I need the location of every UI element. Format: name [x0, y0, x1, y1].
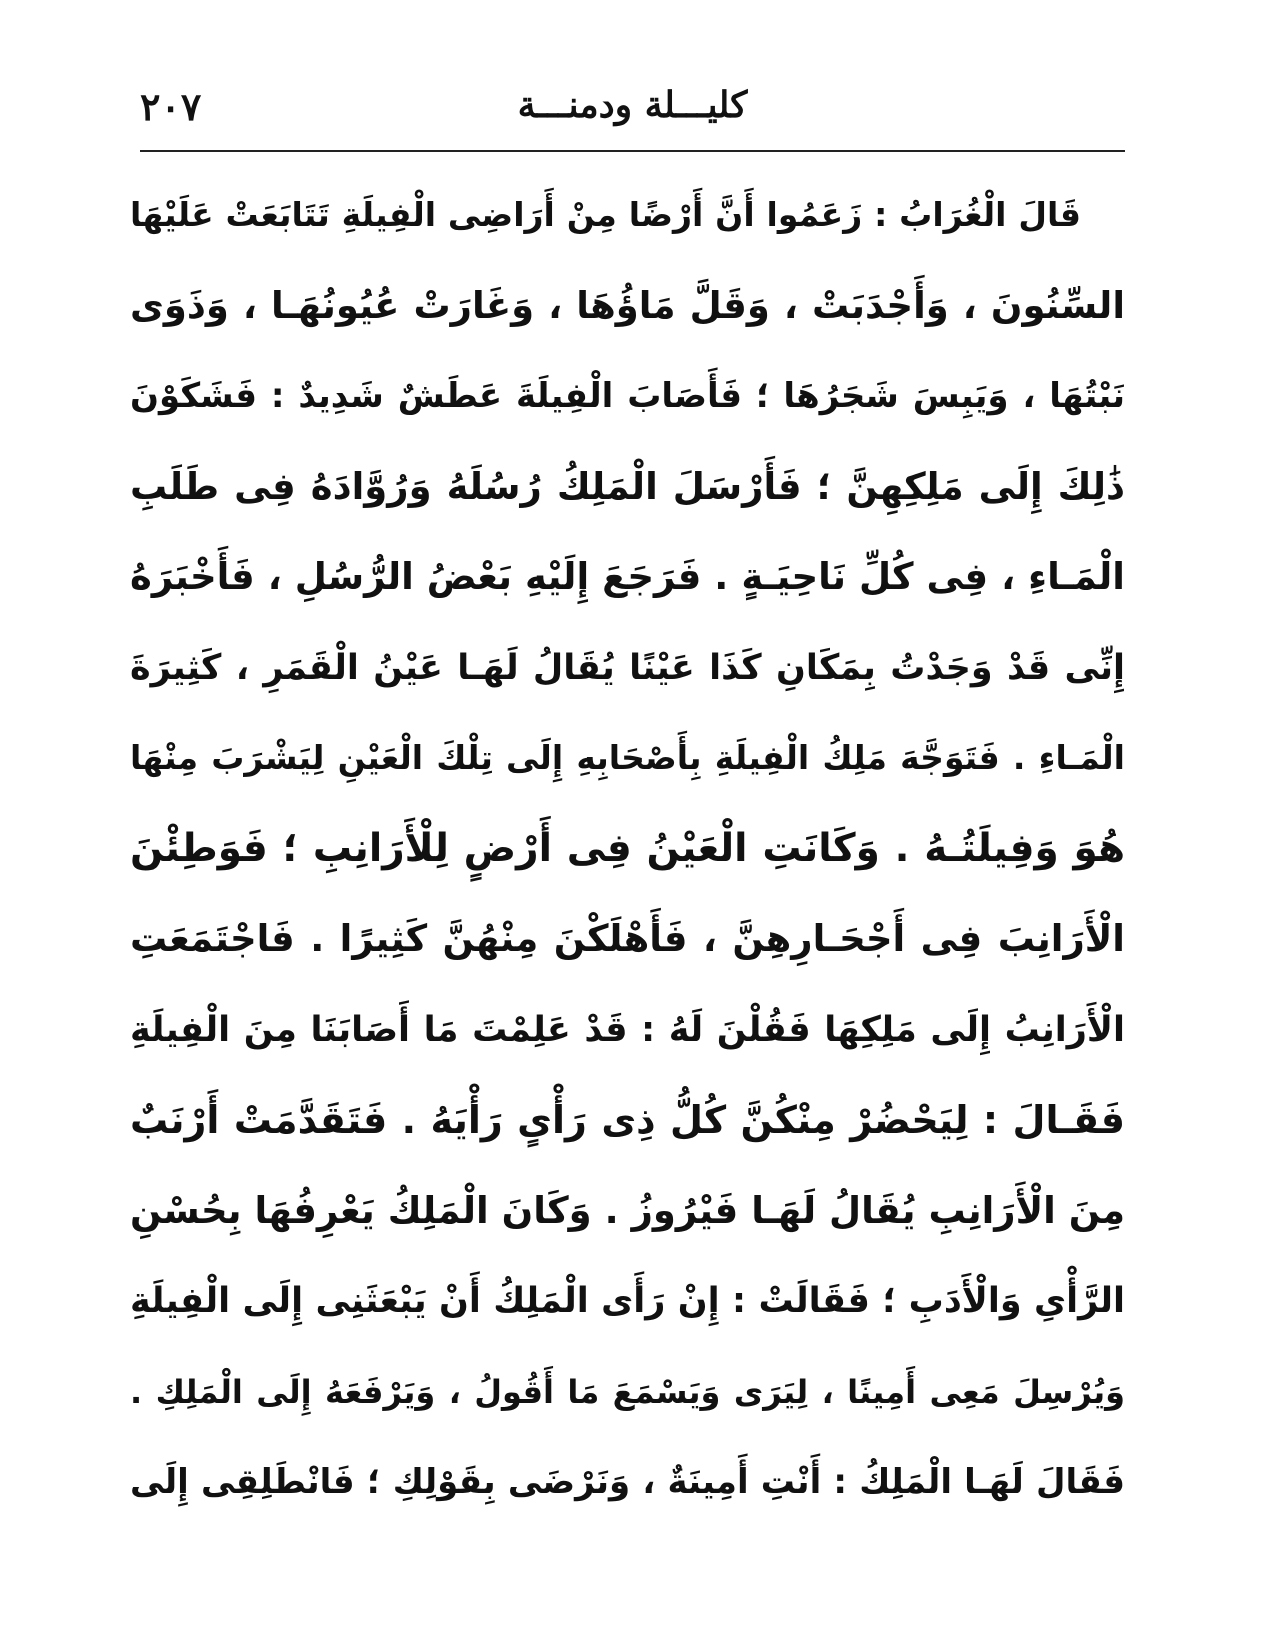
text-line: نَبْتُهَا ، وَيَبِسَ شَجَرُهَا ؛ فَأَصَابَ الْفِيلَةَ عَطَشٌ شَدِيدٌ : فَشَكَوْنَ — [130, 376, 1125, 416]
text-line: هُوَ وَفِيلَتُـهُ . وَكَانَتِ الْعَيْنُ فِى أَرْضٍ لِلْأَرَانِبِ ؛ فَوَطِئْنَ — [130, 825, 1125, 871]
page-header — [140, 84, 1125, 144]
text-line: الْأَرَانِبَ فِى أَجْحَـارِهِنَّ ، فَأَهْلَكْنَ مِنْهُنَّ كَثِيرًا . فَاجْتَمَعَتِ — [130, 917, 1125, 960]
page-number: ٢٠٧ — [140, 84, 202, 129]
running-title: كليـــلة ودمنـــة — [517, 84, 748, 126]
text-line: الْأَرَانِبُ إِلَى مَلِكِهَا فَقُلْنَ لَهُ : قَدْ عَلِمْتَ مَا أَصَابَنَا مِنَ الْفِيلَةِ — [130, 1009, 1125, 1050]
text-line: الرَّأْىِ وَالْأَدَبِ ؛ فَقَالَتْ : إِنْ رَأَى الْمَلِكُ أَنْ يَبْعَثَنِى إِلَى الْفِيلَةِ — [130, 1281, 1125, 1321]
text-line: مِنَ الْأَرَانِبِ يُقَالُ لَهَـا فَيْرُوزُ . وَكَانَ الْمَلِكُ يَعْرِفُهَا بِحُسْنِ — [130, 1188, 1125, 1232]
text-line: قَالَ الْغُرَابُ : زَعَمُوا أَنَّ أَرْضًا مِنْ أَرَاضِى الْفِيلَةِ تَتَابَعَتْ عَلَيْهَا — [130, 195, 1081, 234]
header-divider — [140, 150, 1125, 152]
text-line: وَيُرْسِلَ مَعِى أَمِينًا ، لِيَرَى وَيَسْمَعَ مَا أَقُولُ ، وَيَرْفَعَهُ إِلَى الْمَلِكِ . — [130, 1372, 1125, 1411]
text-line: السِّنُونَ ، وَأَجْدَبَتْ ، وَقَلَّ مَاؤُهَا ، وَغَارَتْ عُيُونُهَـا ، وَذَوَى — [130, 283, 1125, 327]
text-line: الْمَـاءِ ، فِى كُلِّ نَاحِيَـةٍ . فَرَجَعَ إِلَيْهِ بَعْضُ الرُّسُلِ ، فَأَخْبَرَهُ — [130, 555, 1125, 598]
text-line: فَقَالَ لَهَـا الْمَلِكُ : أَنْتِ أَمِينَةٌ ، وَنَرْضَى بِقَوْلِكِ ؛ فَانْطَلِقِى إِلَى — [130, 1462, 1125, 1502]
text-line: إِنِّى قَدْ وَجَدْتُ بِمَكَانِ كَذَا عَيْنًا يُقَالُ لَهَـا عَيْنُ الْقَمَرِ ، كَثِيرَةَ — [130, 647, 1125, 688]
text-line: ذَٰلِكَ إِلَى مَلِكِهِنَّ ؛ فَأَرْسَلَ الْمَلِكُ رُسُلَهُ وَرُوَّادَهُ فِى طَلَبِ — [130, 464, 1125, 508]
body-text — [130, 170, 1125, 1528]
text-line: الْمَـاءِ . فَتَوَجَّهَ مَلِكُ الْفِيلَةِ بِأَصْحَابِهِ إِلَى تِلْكَ الْعَيْنِ لِيَشْرَبَ مِنْهَا — [130, 738, 1125, 777]
text-line: فَقَـالَ : لِيَحْضُرْ مِنْكُنَّ كُلُّ ذِى رَأْىٍ رَأْيَهُ . فَتَقَدَّمَتْ أَرْنَبٌ — [130, 1098, 1125, 1142]
